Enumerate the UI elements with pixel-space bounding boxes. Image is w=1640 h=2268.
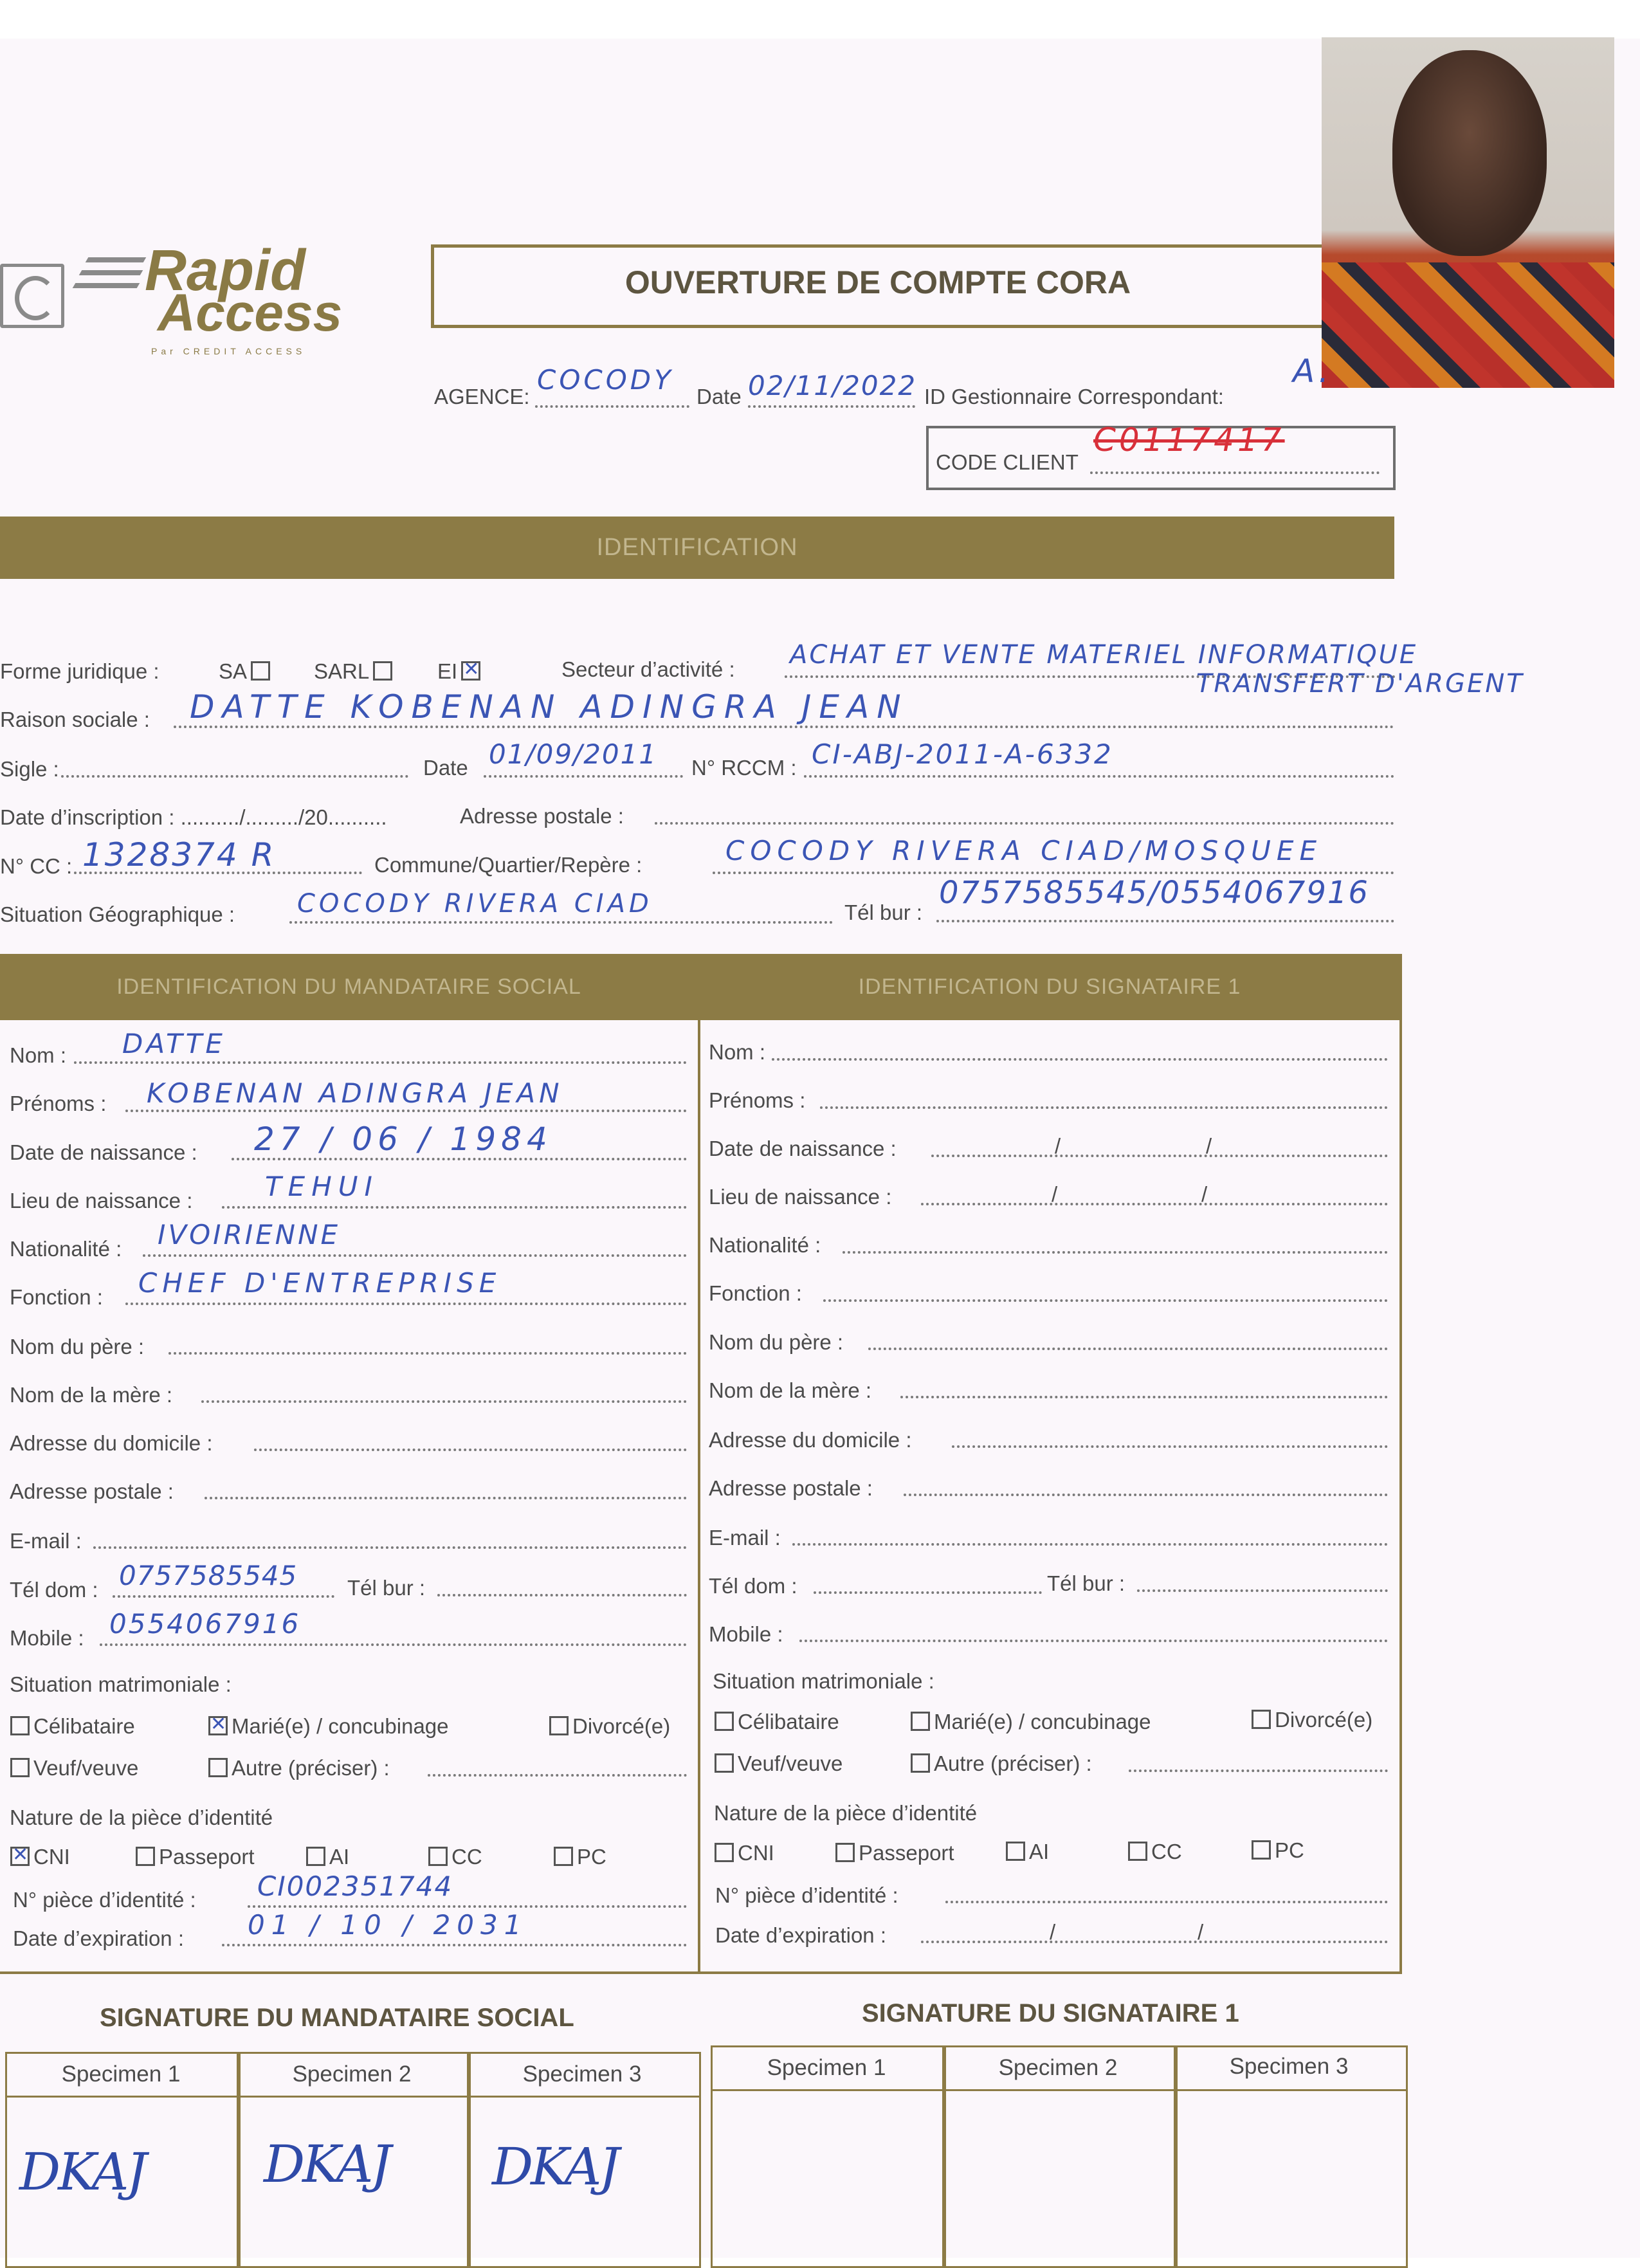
mand-num-piece-value[interactable]: CI002351744 (257, 1870, 453, 1902)
adresse-postale-label: Adresse postale : (460, 804, 624, 828)
mand-celibataire[interactable]: Célibataire (6, 1714, 135, 1739)
mand-ai[interactable]: AI (302, 1845, 349, 1869)
sig-tel-dom-line (814, 1591, 1042, 1594)
sig-email-label: E-mail : (709, 1526, 781, 1550)
mand-specimen-header-line (5, 2096, 699, 2098)
mand-signature-2: DKAJ (264, 2134, 389, 2194)
mand-lieu-line (222, 1206, 687, 1209)
situation-geo-line (289, 921, 833, 924)
mand-lieu-value[interactable]: TEHUI (265, 1171, 379, 1202)
mand-fonction-value[interactable]: CHEF D'ENTREPRISE (138, 1267, 502, 1299)
mand-divorce[interactable]: Divorcé(e) (545, 1714, 670, 1739)
mand-passeport-checkbox[interactable] (136, 1847, 155, 1866)
sig-lieu-line (921, 1203, 1388, 1205)
sig-ai[interactable]: AI (1002, 1840, 1049, 1864)
sig-lieu-label: Lieu de naissance : (709, 1185, 892, 1209)
identification-header: IDENTIFICATION (0, 517, 1394, 579)
commune-line (713, 872, 1394, 874)
mand-naissance-value[interactable]: 27 / 06 / 1984 (254, 1120, 552, 1158)
mand-tel-dom-label: Tél dom : (10, 1578, 98, 1602)
forme-sa-checkbox[interactable] (251, 661, 270, 681)
mand-marie-checkbox[interactable] (208, 1716, 228, 1735)
sig-specimen-3-label: Specimen 3 (1229, 2054, 1349, 2079)
signataire-signature-title: SIGNATURE DU SIGNATAIRE 1 (862, 1999, 1239, 2027)
sig-autre-line (1129, 1770, 1388, 1772)
sig-expiration-slash1: / (1050, 1920, 1056, 1944)
raison-sociale-value[interactable]: DATTE KOBENAN ADINGRA JEAN (190, 688, 909, 726)
forme-sa[interactable]: SA (219, 659, 274, 684)
sig-fonction-line (823, 1299, 1388, 1302)
forme-ei[interactable]: EI✕ (437, 659, 484, 684)
sig-piece-label: Nature de la pièce d’identité (714, 1801, 978, 1825)
sig-veuf-checkbox[interactable] (715, 1753, 734, 1773)
sig-num-piece-label: N° pièce d’identité : (715, 1883, 898, 1907)
mand-nom-label: Nom : (10, 1043, 67, 1067)
sig-prenoms-line (820, 1106, 1388, 1109)
mand-pere-label: Nom du père : (10, 1335, 145, 1358)
sig-mobile-label: Mobile : (709, 1622, 783, 1646)
sig-pere-line (868, 1348, 1388, 1350)
mand-fonction-line (125, 1303, 687, 1305)
raison-sociale-line (174, 726, 1394, 728)
sig-tel-bur-label: Tél bur : (1047, 1571, 1125, 1595)
forme-juridique-label: Forme juridique : (0, 659, 159, 683)
sig-nationalite-label: Nationalité : (709, 1233, 821, 1257)
mand-cni-checkbox[interactable] (10, 1847, 30, 1866)
sig-cc[interactable]: CC (1124, 1840, 1182, 1864)
mand-nom-line (74, 1061, 687, 1064)
situation-geo-value[interactable]: COCODY RIVERA CIAD (297, 889, 653, 919)
mand-naissance-line (232, 1158, 687, 1160)
sig-email-line (792, 1543, 1388, 1546)
mandataire-signature-title: SIGNATURE DU MANDATAIRE SOCIAL (100, 2004, 574, 2032)
creation-date-label: Date (423, 756, 468, 780)
mand-signature-1: DKAJ (19, 2142, 145, 2202)
sig-lieu-slash2: / (1201, 1182, 1208, 1206)
forme-ei-checkbox[interactable] (461, 661, 480, 681)
mand-veuf-checkbox[interactable] (10, 1758, 30, 1777)
mand-expiration-line (222, 1944, 687, 1946)
id-photo (1322, 37, 1614, 388)
mand-domicile-label: Adresse du domicile : (10, 1431, 213, 1455)
mand-fonction-label: Fonction : (10, 1285, 103, 1309)
mand-tel-bur-label: Tél bur : (347, 1576, 426, 1600)
rccm-line (804, 775, 1394, 778)
mand-autre[interactable]: Autre (préciser) : (205, 1756, 390, 1780)
logo-tagline: Par CREDIT ACCESS (151, 346, 306, 356)
mand-num-piece-line (248, 1905, 687, 1908)
sig-veuf[interactable]: Veuf/veuve (711, 1751, 843, 1776)
date-line (748, 405, 915, 408)
sigle-line (61, 775, 408, 778)
sig-divorce-checkbox[interactable] (1252, 1710, 1271, 1729)
sig-cc-checkbox[interactable] (1128, 1842, 1147, 1861)
mand-postale-line (205, 1497, 687, 1499)
code-client-value[interactable]: C0117417 (1093, 421, 1285, 459)
code-client-label: CODE CLIENT (936, 450, 1079, 474)
mand-specimen-3-label: Specimen 3 (522, 2062, 642, 2087)
sig-mere-label: Nom de la mère : (709, 1378, 872, 1402)
code-client-line (1090, 471, 1380, 474)
rccm-value[interactable]: CI-ABJ-2011-A-6332 (812, 738, 1113, 770)
sig-naissance-slash2: / (1206, 1134, 1212, 1158)
sig-postale-line (904, 1494, 1388, 1496)
sig-cni[interactable]: CNI (711, 1841, 774, 1865)
sig-mobile-line (799, 1640, 1388, 1642)
sig-marie-checkbox[interactable] (911, 1712, 930, 1731)
commune-label: Commune/Quartier/Repère : (374, 853, 642, 877)
logo-word-rapid: Rapid (145, 239, 306, 303)
mand-pc-checkbox[interactable] (554, 1847, 573, 1866)
sig-cni-checkbox[interactable] (715, 1843, 734, 1862)
mand-specimen-1-label: Specimen 1 (61, 2062, 181, 2087)
sig-celibataire[interactable]: Célibataire (711, 1710, 839, 1734)
logo-icon (0, 264, 64, 328)
sig-pc[interactable]: PC (1248, 1838, 1304, 1863)
mand-divorce-checkbox[interactable] (549, 1716, 569, 1735)
sig-ai-checkbox[interactable] (1006, 1842, 1025, 1861)
secteur-value-1[interactable]: ACHAT ET VENTE MATERIEL INFORMATIQUE (790, 640, 1418, 670)
sig-situation-label: Situation matrimoniale : (713, 1669, 934, 1693)
mand-domicile-line (254, 1449, 687, 1451)
sig-num-piece-line (945, 1901, 1388, 1903)
mand-cc-checkbox[interactable] (428, 1847, 448, 1866)
mand-nom-value[interactable]: DATTE (122, 1028, 226, 1059)
mand-email-line (93, 1546, 687, 1549)
logo-word-access: Access (158, 284, 343, 342)
signataire-header: IDENTIFICATION DU SIGNATAIRE 1 (699, 954, 1400, 1020)
sig-passeport-checkbox[interactable] (835, 1843, 855, 1862)
sig-naissance-label: Date de naissance : (709, 1137, 897, 1160)
tel-bur-value[interactable]: 0757585545/0554067916 (939, 875, 1369, 911)
mand-mere-label: Nom de la mère : (10, 1383, 173, 1407)
mand-num-piece-label: N° pièce d’identité : (13, 1888, 196, 1912)
sig-divorce[interactable]: Divorcé(e) (1248, 1708, 1372, 1732)
agence-line (535, 405, 689, 408)
sig-naissance-line (931, 1155, 1388, 1157)
mand-tel-dom-line (113, 1595, 334, 1598)
mand-situation-label: Situation matrimoniale : (10, 1672, 232, 1696)
mand-signature-3: DKAJ (492, 2137, 617, 2197)
mand-naissance-label: Date de naissance : (10, 1140, 197, 1164)
mand-nationalite-label: Nationalité : (10, 1237, 122, 1261)
mand-prenoms-line (125, 1110, 687, 1112)
mand-lieu-label: Lieu de naissance : (10, 1189, 193, 1212)
sig-specimen-header-line (711, 2089, 1406, 2091)
forme-sarl-checkbox[interactable] (373, 661, 392, 681)
mand-autre-checkbox[interactable] (208, 1758, 228, 1777)
mand-cc[interactable]: CC (424, 1845, 482, 1869)
secteur-value-2[interactable]: TRANSFERT D'ARGENT (1196, 669, 1524, 699)
mand-autre-line (428, 1774, 687, 1777)
sig-expiration-line (921, 1941, 1388, 1943)
sig-domicile-line (952, 1445, 1388, 1448)
sig-passeport[interactable]: Passeport (832, 1841, 954, 1865)
sig-specimen-1-label: Specimen 1 (767, 2055, 886, 2080)
sig-postale-label: Adresse postale : (709, 1476, 873, 1500)
mand-nationalite-line (143, 1254, 687, 1257)
sigle-label: Sigle : (0, 757, 59, 781)
mand-mobile-line (100, 1643, 687, 1646)
mand-nationalite-value[interactable]: IVOIRIENNE (158, 1219, 341, 1250)
mand-email-label: E-mail : (10, 1529, 82, 1553)
situation-geo-label: Situation Géographique : (0, 902, 235, 926)
sig-tel-dom-label: Tél dom : (709, 1574, 797, 1598)
sig-nom-label: Nom : (709, 1040, 766, 1064)
forme-sarl[interactable]: SARL (314, 659, 396, 684)
sig-marie[interactable]: Marié(e) / concubinage (907, 1710, 1151, 1734)
cc-value[interactable]: 1328374 R (82, 836, 276, 873)
raison-sociale-label: Raison sociale : (0, 708, 150, 731)
commune-value[interactable]: COCODY RIVERA CIAD/MOSQUEE (725, 835, 1322, 866)
gestionnaire-label: ID Gestionnaire Correspondant: (924, 385, 1224, 408)
date-label: Date (697, 385, 742, 408)
agence-value[interactable]: COCODY (537, 364, 674, 396)
tel-bur-label: Tél bur : (844, 901, 923, 924)
mand-prenoms-value[interactable]: KOBENAN ADINGRA JEAN (147, 1077, 563, 1109)
mand-prenoms-label: Prénoms : (10, 1092, 107, 1115)
mand-expiration-value[interactable]: 01 / 10 / 2031 (248, 1909, 528, 1941)
mand-cni[interactable]: ✕CNI (6, 1845, 70, 1869)
sig-expiration-label: Date d’expiration : (715, 1923, 886, 1947)
mand-veuf[interactable]: Veuf/veuve (6, 1756, 138, 1780)
secteur-label: Secteur d’activité : (561, 657, 735, 681)
logo (0, 238, 360, 367)
sig-nom-line (772, 1058, 1388, 1061)
tel-bur-line (936, 920, 1394, 922)
gestionnaire-value[interactable]: A. (1293, 352, 1333, 390)
mand-postale-label: Adresse postale : (10, 1479, 174, 1503)
mand-passeport[interactable]: Passeport (132, 1845, 255, 1869)
sig-expiration-slash2: / (1198, 1920, 1204, 1944)
mand-ai-checkbox[interactable] (306, 1847, 325, 1866)
sig-naissance-slash1: / (1055, 1134, 1061, 1158)
sig-fonction-label: Fonction : (709, 1281, 802, 1305)
mand-mobile-value[interactable]: 0554067916 (109, 1608, 301, 1640)
sig-pere-label: Nom du père : (709, 1330, 844, 1354)
sig-prenoms-label: Prénoms : (709, 1088, 806, 1112)
mand-piece-label: Nature de la pièce d’identité (10, 1806, 273, 1829)
mand-pere-line (169, 1352, 687, 1355)
inscription-label: Date d’inscription : ........../........./20.......... (0, 805, 387, 829)
creation-date-value[interactable]: 01/09/2011 (489, 738, 658, 770)
photo-head (1392, 50, 1547, 256)
logo-speed-lines (74, 251, 145, 302)
date-value[interactable]: 02/11/2022 (748, 370, 917, 401)
sig-autre[interactable]: Autre (préciser) : (907, 1751, 1092, 1776)
sig-celibataire-checkbox[interactable] (715, 1712, 734, 1731)
mand-specimen-2-label: Specimen 2 (292, 2062, 412, 2087)
mand-marie[interactable]: ✕ Marié(e) / concubinage (205, 1714, 449, 1739)
agence-label: AGENCE: (434, 385, 530, 408)
column-divider (698, 954, 700, 1974)
form-title: OUVERTURE DE COMPTE CORA (624, 264, 1131, 300)
rccm-label: N° RCCM : (691, 756, 797, 780)
mand-mobile-label: Mobile : (10, 1626, 84, 1650)
sig-lieu-slash1: / (1052, 1182, 1058, 1206)
sig-mere-line (900, 1396, 1388, 1398)
mand-tel-dom-value[interactable]: 0757585545 (119, 1560, 298, 1591)
mand-expiration-label: Date d’expiration : (13, 1926, 184, 1950)
sig-nationalite-line (843, 1251, 1388, 1254)
mand-pc[interactable]: PC (550, 1845, 606, 1869)
creation-date-line (484, 775, 683, 778)
cc-label: N° CC : (0, 854, 73, 878)
sig-tel-bur-line (1137, 1589, 1388, 1592)
mand-celibataire-checkbox[interactable] (10, 1716, 30, 1735)
mand-tel-bur-line (437, 1594, 687, 1596)
mandataire-header: IDENTIFICATION DU MANDATAIRE SOCIAL (0, 954, 698, 1020)
adresse-postale-line (655, 822, 1394, 825)
sig-domicile-label: Adresse du domicile : (709, 1428, 912, 1452)
sig-autre-checkbox[interactable] (911, 1753, 930, 1773)
mand-mere-line (201, 1400, 687, 1403)
sig-specimen-2-label: Specimen 2 (998, 2055, 1118, 2080)
sig-pc-checkbox[interactable] (1252, 1840, 1271, 1860)
photo-shirt (1322, 262, 1614, 388)
